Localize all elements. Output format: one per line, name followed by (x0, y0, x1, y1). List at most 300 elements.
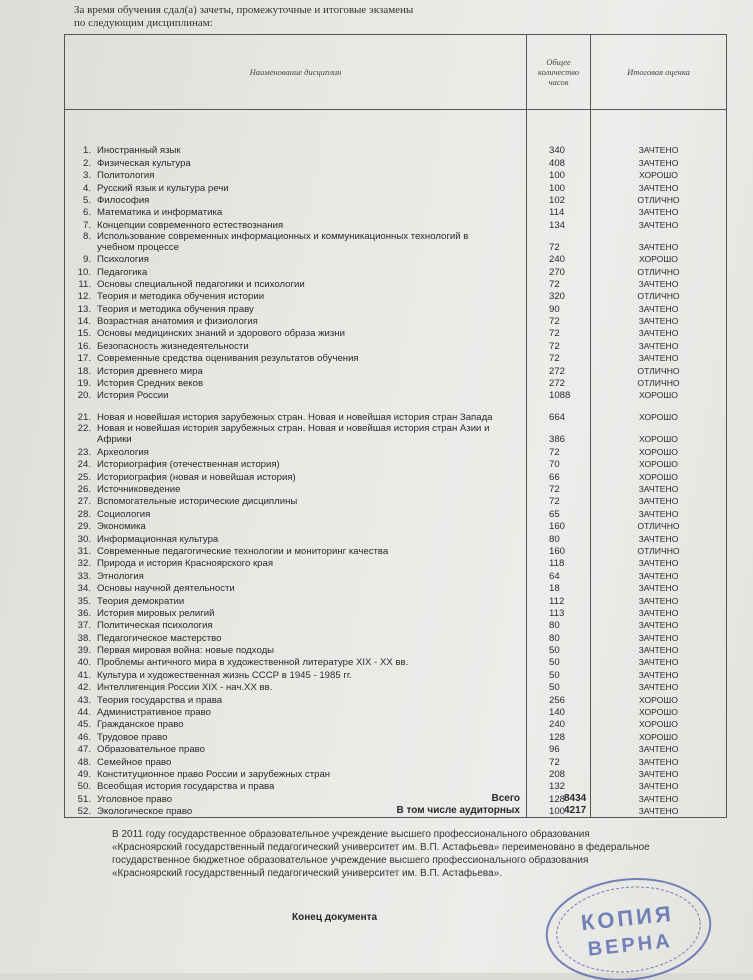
discipline-cell (65, 389, 527, 401)
discipline-cell (65, 693, 527, 705)
hours-cell: 80 (527, 532, 591, 544)
row-number: 45. (77, 719, 91, 731)
grade-cell: ЗАЧТЕНО (591, 327, 727, 339)
discipline-cell (65, 352, 527, 364)
discipline-cell (65, 755, 527, 767)
grade-cell: ХОРОШО (591, 445, 727, 457)
hours-cell: 72 (527, 339, 591, 351)
table-row (65, 545, 727, 557)
grade-cell: ЗАЧТЕНО (591, 206, 727, 218)
hours-cell: 72 (527, 483, 591, 495)
grade-cell: ЗАЧТЕНО (591, 631, 727, 643)
table-row (65, 693, 727, 705)
discipline-name: Вспомогательные исторические дисциплины (97, 496, 298, 508)
table-row (65, 364, 727, 376)
table-row (65, 156, 727, 168)
discipline-name: История Средних веков (97, 378, 204, 390)
discipline-cell (65, 607, 527, 619)
hours-cell: 132 (527, 780, 591, 792)
grade-cell: ХОРОШО (591, 470, 727, 482)
row-number: 42. (77, 682, 91, 694)
discipline-name: Уголовное право (97, 793, 173, 805)
row-number: 2. (82, 157, 91, 169)
discipline-cell (65, 668, 527, 680)
row-number: 51. (77, 793, 91, 805)
copy-certified-stamp (528, 870, 718, 980)
hours-cell: 100 (527, 805, 591, 818)
discipline-name: Трудовое право (97, 731, 168, 743)
table-row (65, 253, 727, 265)
table-row (65, 681, 727, 693)
discipline-cell (65, 445, 527, 457)
discipline-cell (65, 656, 527, 668)
table-row (65, 315, 727, 327)
discipline-name: Проблемы античного мира в художественной литературе XIX - XX вв. (97, 657, 409, 669)
total-row (240, 793, 640, 805)
hours-cell: 272 (527, 377, 591, 389)
total-label: Всего (491, 793, 520, 804)
table-row (65, 557, 727, 569)
discipline-name: Природа и история Красноярского края (97, 558, 274, 570)
discipline-cell (65, 483, 527, 495)
table-row (65, 582, 727, 594)
hours-cell: 118 (527, 557, 591, 569)
discipline-cell (65, 169, 527, 181)
table-row (65, 377, 727, 389)
hours-cell: 72 (527, 327, 591, 339)
stamp-line-1: КОПИЯ (579, 900, 675, 936)
discipline-cell (65, 327, 527, 339)
intro-line-2: по следующим дисциплинам: (74, 17, 213, 29)
table-row (65, 218, 727, 230)
discipline-cell (65, 470, 527, 482)
intro-line-1: За время обучения сдал(а) зачеты, промежуточные и итоговые экзамены (74, 4, 414, 16)
hours-cell: 72 (527, 445, 591, 457)
row-number: 20. (77, 390, 91, 402)
table-row (65, 181, 727, 193)
discipline-name: Историография (отечественная история) (97, 459, 280, 471)
discipline-cell (65, 458, 527, 470)
discipline-name: Этнология (97, 570, 144, 582)
hours-cell: 340 (527, 110, 591, 157)
discipline-name: Основы научной деятельности (97, 583, 235, 595)
row-number: 37. (77, 620, 91, 632)
discipline-name: История России (97, 390, 169, 402)
grade-cell: ЗАЧТЕНО (591, 339, 727, 351)
grade-cell: ЗАЧТЕНО (591, 495, 727, 507)
grade-cell: ЗАЧТЕНО (591, 594, 727, 606)
grade-cell: ХОРОШО (591, 401, 727, 423)
table-row (65, 470, 727, 482)
table-row (65, 194, 727, 206)
hours-cell: 208 (527, 768, 591, 780)
discipline-cell (65, 507, 527, 519)
row-number: 4. (82, 182, 91, 194)
hours-cell: 664 (527, 401, 591, 423)
discipline-cell (65, 730, 527, 742)
table-row (65, 768, 727, 780)
discipline-cell (65, 780, 527, 792)
discipline-cell (65, 768, 527, 780)
grade-cell: ХОРОШО (591, 693, 727, 705)
table-row (65, 290, 727, 302)
discipline-name: Всеобщая история государства и права (97, 781, 275, 793)
table-row (65, 718, 727, 730)
grade-cell: ХОРОШО (591, 169, 727, 181)
auditorium-row (240, 805, 640, 817)
discipline-cell (65, 743, 527, 755)
discipline-cell (65, 681, 527, 693)
discipline-cell (65, 718, 527, 730)
row-number: 43. (77, 694, 91, 706)
grade-cell: ЗАЧТЕНО (591, 668, 727, 680)
grade-cell: ХОРОШО (591, 730, 727, 742)
row-number: 29. (77, 521, 91, 533)
row-number: 25. (77, 471, 91, 483)
table-row (65, 327, 727, 339)
grade-cell: ЗАЧТЕНО (591, 302, 727, 314)
table-row (65, 265, 727, 277)
row-number: 15. (77, 328, 91, 340)
discipline-cell (65, 194, 527, 206)
discipline-cell (65, 181, 527, 193)
grade-cell: ЗАЧТЕНО (591, 352, 727, 364)
discipline-name: Экономика (97, 521, 146, 533)
discipline-cell (65, 401, 527, 423)
row-number: 28. (77, 508, 91, 520)
row-number: 1. (82, 145, 91, 157)
hours-cell: 72 (527, 495, 591, 507)
discipline-cell (65, 706, 527, 718)
row-number: 46. (77, 731, 91, 743)
grade-cell: ХОРОШО (591, 458, 727, 470)
table-header-row (65, 35, 727, 110)
discipline-cell (65, 110, 527, 157)
hours-cell: 64 (527, 569, 591, 581)
row-number: 24. (77, 459, 91, 471)
table-row (65, 532, 727, 544)
discipline-cell (65, 594, 527, 606)
discipline-name: Основы медицинских знаний и здорового образа жизни (97, 328, 345, 340)
discipline-name: Педагогическое мастерство (97, 632, 222, 644)
row-number: 12. (77, 291, 91, 303)
grade-cell: ХОРОШО (591, 718, 727, 730)
discipline-cell (65, 206, 527, 218)
end-of-document: Конец документа (292, 912, 378, 923)
discipline-name: Культура и художественная жизнь СССР в 1945 - 1985 гг. (97, 669, 352, 681)
hours-cell: 134 (527, 218, 591, 230)
discipline-cell (65, 532, 527, 544)
row-number: 18. (77, 365, 91, 377)
row-number: 44. (77, 707, 91, 719)
table-row (65, 278, 727, 290)
row-number: 27. (77, 496, 91, 508)
row-number: 3. (82, 170, 91, 182)
discipline-name: Семейное право (97, 756, 172, 768)
discipline-cell (65, 265, 527, 277)
discipline-cell (65, 156, 527, 168)
row-number: 47. (77, 744, 91, 756)
row-number: 17. (77, 353, 91, 365)
table-row (65, 706, 727, 718)
grade-cell: ЗАЧТЕНО (591, 315, 727, 327)
discipline-name: Русский язык и культура речи (97, 182, 229, 194)
row-number: 14. (77, 316, 91, 328)
table-row (65, 495, 727, 507)
hours-cell: 113 (527, 607, 591, 619)
grade-cell: ЗАЧТЕНО (591, 569, 727, 581)
row-number: 13. (77, 303, 91, 315)
discipline-name: Административное право (97, 707, 211, 719)
table-row (65, 458, 727, 470)
table-row (65, 780, 727, 792)
discipline-cell (65, 302, 527, 314)
hours-cell: 72 (527, 755, 591, 767)
hours-cell: 50 (527, 681, 591, 693)
discipline-name: Социология (97, 508, 151, 520)
grade-cell: ЗАЧТЕНО (591, 483, 727, 495)
table-row (65, 755, 727, 767)
grade-cell: ОТЛИЧНО (591, 265, 727, 277)
row-number: 19. (77, 378, 91, 390)
discipline-name: Теория демократии (97, 595, 185, 607)
total-value: 8434 (564, 793, 587, 804)
grade-cell: ЗАЧТЕНО (591, 681, 727, 693)
table-row (65, 352, 727, 364)
row-number: 26. (77, 483, 91, 495)
discipline-name: Концепции современного естествознания (97, 219, 284, 231)
discipline-name: История древнего мира (97, 365, 203, 377)
hours-cell: 72 (527, 315, 591, 327)
intro-text (74, 4, 534, 30)
hours-cell: 256 (527, 693, 591, 705)
rename-note: В 2011 году государственное образовательное учреждение высшего профессионального образования «Красноярский государственный педагогический университет им. В.П. Астафьева» переименовано в федеральное государственное бюджетное образовательное учреждение высшего профессионального образования «Красноярский государственный педагогический университет им. В.П. Астафьева». (112, 829, 650, 879)
hours-cell: 72 (527, 278, 591, 290)
hours-cell: 80 (527, 619, 591, 631)
discipline-name: Безопасность жизнедеятельности (97, 340, 249, 352)
grade-cell: ЗАЧТЕНО (591, 780, 727, 792)
discipline-cell (65, 569, 527, 581)
row-number: 38. (77, 632, 91, 644)
hours-cell: 50 (527, 668, 591, 680)
grade-cell: ОТЛИЧНО (591, 377, 727, 389)
discipline-cell (65, 545, 527, 557)
table-body (65, 110, 727, 818)
grade-cell: ОТЛИЧНО (591, 520, 727, 532)
grade-cell: ЗАЧТЕНО (591, 743, 727, 755)
table-row (65, 644, 727, 656)
grade-cell: ХОРОШО (591, 423, 727, 445)
table-row (65, 743, 727, 755)
grade-cell: ОТЛИЧНО (591, 194, 727, 206)
hours-cell: 50 (527, 644, 591, 656)
discipline-name: Математика и информатика (97, 207, 223, 219)
table-row (65, 389, 727, 401)
hours-cell: 100 (527, 181, 591, 193)
hours-cell: 240 (527, 718, 591, 730)
hours-cell: 100 (527, 169, 591, 181)
header-hours: Общее количество часов (527, 35, 591, 110)
table-row (65, 507, 727, 519)
table-row (65, 520, 727, 532)
discipline-cell (65, 520, 527, 532)
discipline-name: Философия (97, 194, 150, 206)
discipline-cell (65, 290, 527, 302)
grade-cell: ХОРОШО (591, 389, 727, 401)
row-number: 32. (77, 558, 91, 570)
discipline-name: Возрастная анатомия и физиология (97, 316, 258, 328)
row-number: 23. (77, 446, 91, 458)
discipline-cell (65, 631, 527, 643)
table-row (65, 668, 727, 680)
discipline-cell (65, 644, 527, 656)
grade-cell: ЗАЧТЕНО (591, 755, 727, 767)
hours-cell: 66 (527, 470, 591, 482)
discipline-name: Археология (97, 446, 149, 458)
table-row (65, 594, 727, 606)
table-row (65, 445, 727, 457)
grade-cell: ЗАЧТЕНО (591, 656, 727, 668)
hours-cell: 114 (527, 206, 591, 218)
table-row (65, 631, 727, 643)
header-grade: Итоговая оценка (591, 35, 727, 110)
discipline-name: Гражданское право (97, 719, 184, 731)
hours-cell: 70 (527, 458, 591, 470)
discipline-name: Основы специальной педагогики и психологии (97, 278, 305, 290)
grade-cell: ЗАЧТЕНО (591, 507, 727, 519)
discipline-name: Источниковедение (97, 483, 181, 495)
row-number: 33. (77, 570, 91, 582)
discipline-cell (65, 315, 527, 327)
discipline-cell (65, 253, 527, 265)
row-number: 35. (77, 595, 91, 607)
discipline-cell (65, 557, 527, 569)
header-name: Наименование дисциплин (65, 35, 527, 110)
row-number: 40. (77, 657, 91, 669)
grade-cell: ЗАЧТЕНО (591, 805, 727, 818)
hours-cell: 386 (527, 423, 591, 445)
grade-cell: ХОРОШО (591, 706, 727, 718)
grade-cell: ОТЛИЧНО (591, 290, 727, 302)
discipline-name: Теория государства и права (97, 694, 223, 706)
totals-block (240, 793, 640, 817)
grade-cell: ЗАЧТЕНО (591, 619, 727, 631)
hours-cell: 240 (527, 253, 591, 265)
table-row (65, 206, 727, 218)
hours-cell: 160 (527, 545, 591, 557)
discipline-cell (65, 231, 527, 253)
table-row (65, 339, 727, 351)
hours-cell: 72 (527, 352, 591, 364)
stamp-line-2: ВЕРНА (586, 929, 674, 961)
discipline-name: Современные педагогические технологии и мониторинг качества (97, 545, 389, 557)
grade-cell: ЗАЧТЕНО (591, 278, 727, 290)
row-number: 5. (82, 194, 91, 206)
hours-cell: 128 (527, 730, 591, 742)
row-number: 22. (77, 423, 91, 435)
discipline-cell (65, 423, 527, 445)
row-number: 21. (77, 412, 91, 424)
discipline-name: Конституционное право России и зарубежных стран (97, 768, 331, 780)
grade-cell: ЗАЧТЕНО (591, 792, 727, 804)
row-number: 16. (77, 340, 91, 352)
row-number: 50. (77, 781, 91, 793)
hours-cell: 90 (527, 302, 591, 314)
hours-cell: 160 (527, 520, 591, 532)
hours-cell: 270 (527, 265, 591, 277)
discipline-cell (65, 377, 527, 389)
discipline-name: Интеллигенция России XIX - нач.XX вв. (97, 682, 273, 694)
hours-cell: 80 (527, 631, 591, 643)
grade-cell: ОТЛИЧНО (591, 545, 727, 557)
hours-cell: 18 (527, 582, 591, 594)
hours-cell: 140 (527, 706, 591, 718)
discipline-name: Использование современных информационных и коммуникационных технологий в учебном процессе (97, 230, 469, 253)
discipline-name: Физическая культура (97, 157, 191, 169)
discipline-cell (65, 619, 527, 631)
grade-cell: ЗАЧТЕНО (591, 532, 727, 544)
hours-cell: 112 (527, 594, 591, 606)
grade-cell: ЗАЧТЕНО (591, 768, 727, 780)
discipline-name: Теория и методика обучения истории (97, 291, 265, 303)
grade-cell: ОТЛИЧНО (591, 364, 727, 376)
row-number: 31. (77, 545, 91, 557)
row-number: 48. (77, 756, 91, 768)
table-row (65, 619, 727, 631)
table-row (65, 483, 727, 495)
discipline-name: История мировых религий (97, 607, 215, 619)
row-number: 9. (82, 254, 91, 266)
hours-cell: 65 (527, 507, 591, 519)
discipline-name: Экологическое право (97, 806, 193, 818)
hours-cell: 272 (527, 364, 591, 376)
grade-cell: ЗАЧТЕНО (591, 181, 727, 193)
table-row (65, 656, 727, 668)
row-number: 39. (77, 645, 91, 657)
discipline-name: Информационная культура (97, 533, 219, 545)
hours-cell: 50 (527, 656, 591, 668)
row-number: 7. (82, 219, 91, 231)
discipline-cell (65, 278, 527, 290)
hours-cell: 320 (527, 290, 591, 302)
discipline-name: Новая и новейшая история зарубежных стран. Новая и новейшая история стран Азии и Африки (97, 423, 490, 446)
table-row (65, 569, 727, 581)
grade-cell: ЗАЧТЕНО (591, 110, 727, 157)
auditorium-value: 4217 (564, 805, 587, 816)
row-number: 34. (77, 583, 91, 595)
discipline-name: Политическая психология (97, 620, 213, 632)
discipline-cell (65, 218, 527, 230)
grade-cell: ЗАЧТЕНО (591, 156, 727, 168)
row-number: 6. (82, 207, 91, 219)
grade-cell: ЗАЧТЕНО (591, 582, 727, 594)
discipline-name: Первая мировая война: новые подходы (97, 645, 275, 657)
discipline-name: Образовательное право (97, 744, 205, 756)
row-number: 49. (77, 768, 91, 780)
row-number: 52. (77, 806, 91, 818)
grade-cell: ЗАЧТЕНО (591, 644, 727, 656)
hours-cell: 128 (527, 792, 591, 804)
hours-cell: 102 (527, 194, 591, 206)
table-row (65, 607, 727, 619)
grade-cell: ЗАЧТЕНО (591, 557, 727, 569)
table-row (65, 401, 727, 423)
discipline-name: Теория и методика обучения праву (97, 303, 254, 315)
grade-cell: ЗАЧТЕНО (591, 607, 727, 619)
row-number: 10. (77, 266, 91, 278)
auditorium-label: В том числе аудиторных (396, 805, 520, 816)
grade-cell: ХОРОШО (591, 253, 727, 265)
